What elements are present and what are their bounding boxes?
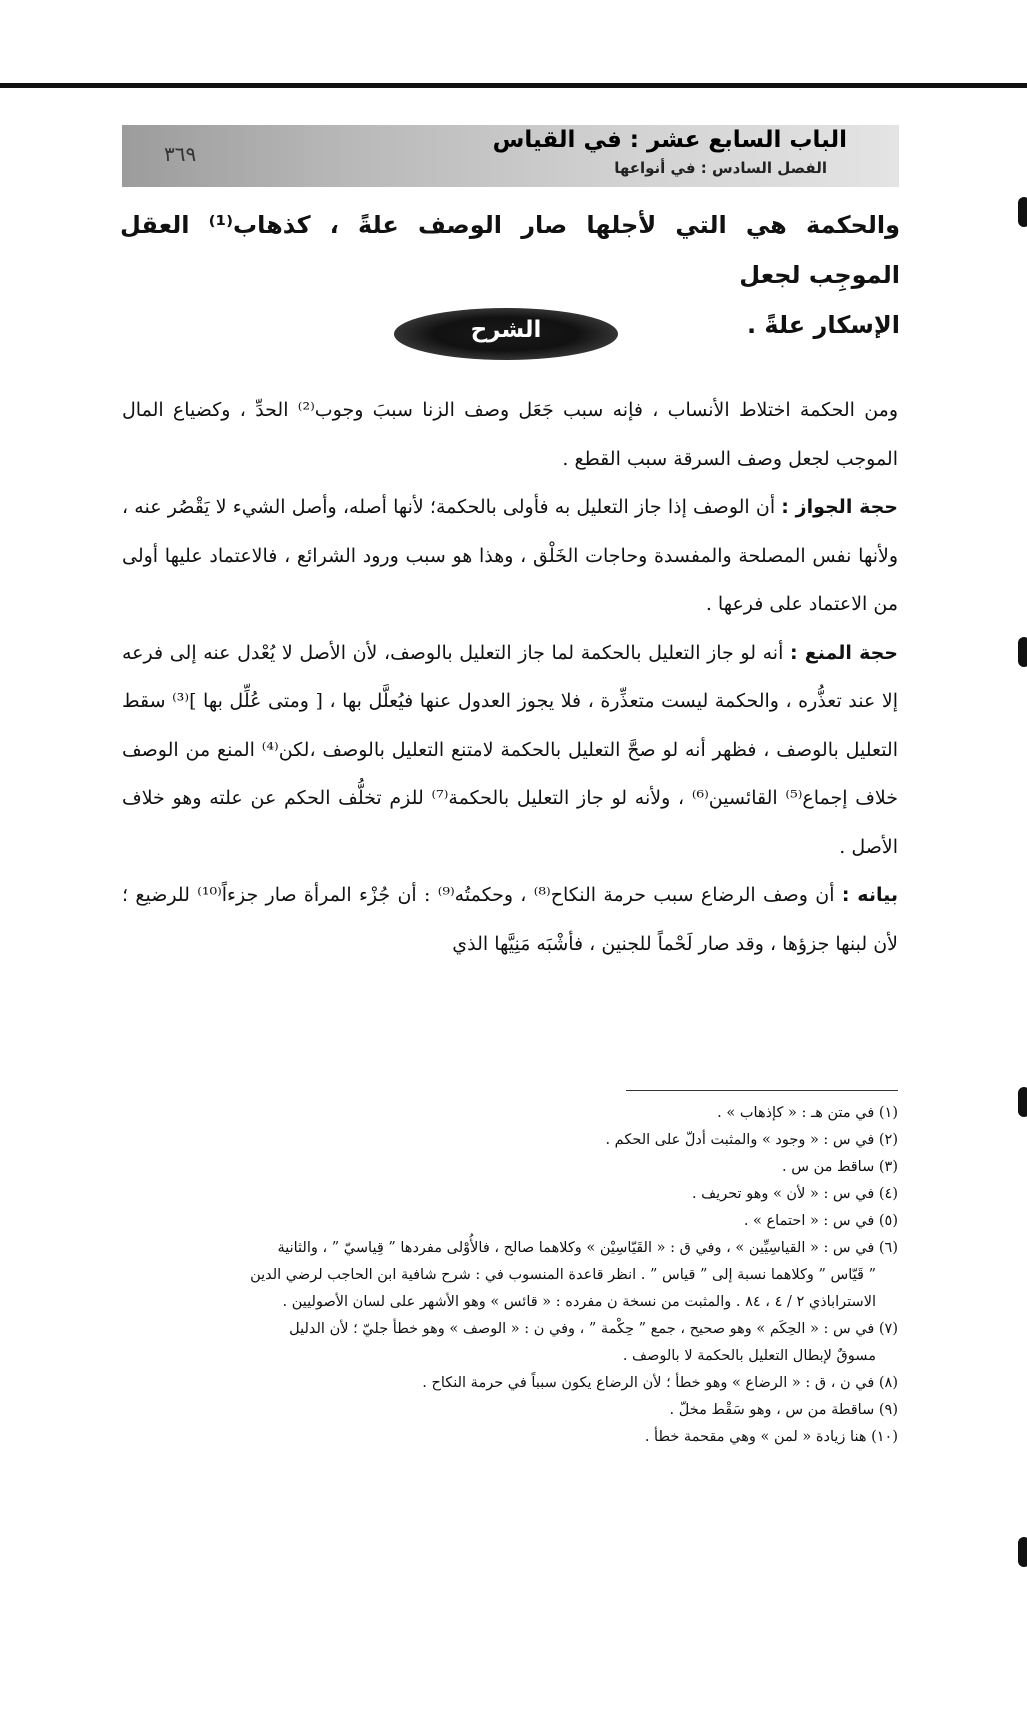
footnote: (١٠) هنا زيادة « لمن » وهي مقحمة خطأ . (644, 1429, 898, 1445)
sharh-heading-badge (394, 308, 618, 360)
footnote: (٥) في س : « احتماع » . (743, 1213, 898, 1229)
argument-label: حجة الجواز : (781, 496, 898, 518)
footnote: (٧) في س : « الحِكَم » وهو صحيح ، جمع ” حِكْمة ” ، وفي ن : « الوصف » وهو خطأ جليّ ؛ لأن الدليل (289, 1321, 898, 1337)
argument-label: حجة المنع : (790, 641, 898, 664)
sharh-heading-label: الشرح (470, 317, 542, 343)
paragraph: حجة الجواز : أن الوصف إذا جاز التعليل به فأولى بالحكمة؛ لأنها أصله، وأصل الشيء لا يَقْصُر عنه ، ولأنها نفس المصلحة والمفسدة وحاجات الخَلْق ، وهذا هو سبب ورود الشرائع ، فالاعتماد عليها أولى من الاعتماد على فرعها . (122, 496, 898, 615)
footnote: (٤) في س : « لأن » وهو تحريف . (691, 1186, 898, 1202)
binding-edge-mark (1018, 197, 1027, 227)
footnote: (١) في متن هـ : « كإذهاب » . (717, 1105, 898, 1121)
paragraph: بيانه : أن وصف الرضاع سبب حرمة النكاح⁽⁸⁾ ، وحكمتُه⁽⁹⁾ : أن جُزْء المرأة صار جزءاً⁽¹⁰⁾ للرضيع ؛ لأن لبنها جزؤها ، وقد صار لَحْماً للجنين ، فأشْبَه مَنِيَّها الذي (122, 884, 898, 955)
footnote: (٢) في س : « وجود » والمثبت أدلّ على الحكم . (605, 1132, 898, 1148)
commentary-body (122, 386, 898, 968)
footnote: (٩) ساقطة من س ، وهو سَقْط مخلّ . (669, 1402, 898, 1418)
running-header (122, 125, 899, 187)
footnote-continuation: الاستراباذي ٢ / ٤ ، ٨٤ . والمثبت من نسخة ن مفرده : « قائس » وهو الأشهر على لسان الأصوليين . (282, 1294, 876, 1310)
binding-edge-mark (1018, 1087, 1027, 1117)
paragraph: حجة المنع : أنه لو جاز التعليل بالحكمة لما جاز التعليل بالوصف، لأن الأصل لا يُعْدل عنه إلى فرعه إلا عند تعذُّره ، والحكمة ليست متعذِّرة ، فلا يجوز العدول عنها فيُعلَّل بها ، [ ومتى عُلِّل بها ]⁽³⁾ سقط التعليل بالوصف ، فظهر أنه لو صحَّ التعليل بالحكمة لامتنع التعليل بالوصف ،لكن⁽⁴⁾ المنع من الوصف خلاف إجماع⁽⁵⁾ القائسين⁽⁶⁾ ، ولأنه لو جاز التعليل بالحكمة⁽⁷⁾ للزم تخلُّف الحكم عن علته وهو خلاف الأصل . (122, 641, 899, 858)
footnote-separator (626, 1090, 898, 1091)
footnote: (٨) في ن ، ق : « الرضاع » وهو خطأ ؛ لأن الرضاع يكون سبباً في حرمة النكاح . (422, 1375, 898, 1391)
matn-line: الإسكار علةً . (746, 311, 900, 339)
top-rule (0, 83, 1027, 88)
binding-edge-mark (1018, 1537, 1027, 1567)
paragraph: ومن الحكمة اختلاط الأنساب ، فإنه سبب جَعَل وصف الزنا سببَ وجوب⁽²⁾ الحدِّ ، وكضياع المال الموجب لجعل وصف السرقة سبب القطع . (122, 399, 899, 470)
footnote-continuation: ” قَيّاس ” وكلاهما نسبة إلى ” قياس ” . انظر قاعدة المنسوب في : شرح شافية ابن الحاجب لرضي الدين (250, 1267, 876, 1283)
footnote-continuation: مسوقٌ لإبطال التعليل بالحكمة لا بالوصف . (622, 1348, 876, 1364)
binding-edge-mark (1018, 637, 1027, 667)
footnote: (٣) ساقط من س . (782, 1159, 898, 1175)
chapter-title: الباب السابع عشر : في القياس (492, 127, 847, 153)
argument-label: بيانه : (841, 884, 898, 906)
footnote: (٦) في س : « القياسِيِّين » ، وفي ق : « القَيّاسِيْن » وكلاهما صالح ، فالأُوْلى مفردها ” قِياسيّ ” ، والثانية (277, 1240, 898, 1256)
matn-line: والحكمة هي التي لأجلها صار الوصف علةً ، كذهاب⁽¹⁾ العقل الموجِب لجعل (120, 211, 901, 289)
page-number: ٣٦٩ (164, 142, 197, 166)
footnotes (100, 1100, 898, 1451)
section-title: الفصل السادس : في أنواعها (614, 159, 827, 177)
